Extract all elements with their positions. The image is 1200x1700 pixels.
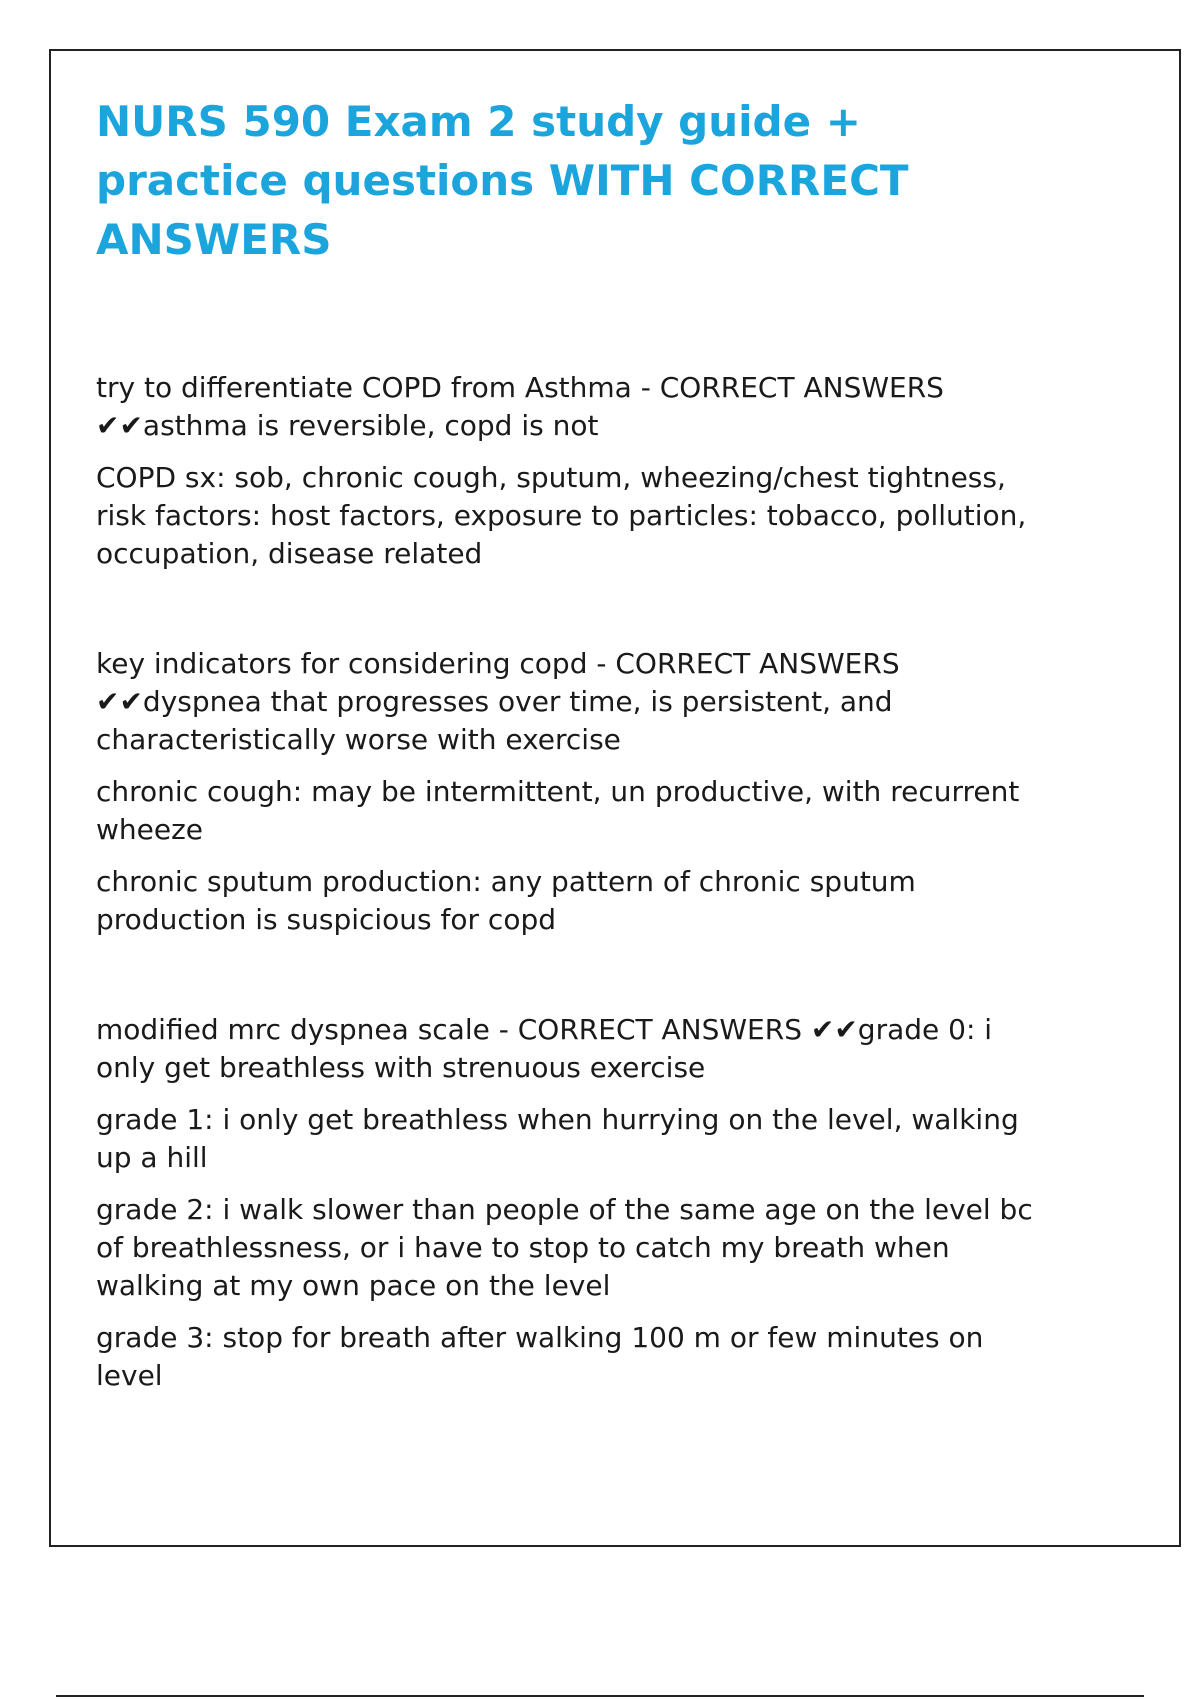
document-content (96, 92, 1056, 1395)
answer-text: grade 0: i only get breathless with strenuous exercise (96, 1013, 993, 1084)
answer-paragraph: chronic cough: may be intermittent, un productive, with recurrent wheeze (96, 775, 1020, 846)
qa-list (96, 369, 1056, 1395)
footer-divider (56, 1695, 1144, 1697)
qa-question-paragraph (96, 369, 1056, 445)
document-title: NURS 590 Exam 2 study guide + practice questions WITH CORRECT ANSWERS (96, 97, 909, 264)
qa-block-copd-indicators (96, 645, 1056, 939)
answer-paragraph: COPD sx: sob, chronic cough, sputum, wheezing/chest tightness, risk factors: host factors, exposure to particles: tobacco, pollution, occupation, disease related (96, 461, 1027, 570)
double-check-icon: ✔✔ (96, 685, 143, 718)
question-text: try to differentiate COPD from Asthma - CORRECT ANSWERS (96, 371, 944, 404)
answer-text: dyspnea that progresses over time, is persistent, and characteristically worse with exercise (96, 685, 893, 756)
answer-paragraph: grade 2: i walk slower than people of the same age on the level bc of breathlessness, or i have to stop to catch my breath when walking at my own pace on the level (96, 1193, 1033, 1302)
qa-question-paragraph (96, 645, 1056, 759)
question-text: modified mrc dyspnea scale - CORRECT ANSWERS (96, 1013, 811, 1046)
qa-block-copd-vs-asthma (96, 369, 1056, 573)
answer-text: asthma is reversible, copd is not (142, 409, 599, 442)
qa-question-paragraph (96, 1011, 1056, 1087)
answer-paragraph: grade 1: i only get breathless when hurrying on the level, walking up a hill (96, 1103, 1019, 1174)
qa-block-mrc-dyspnea-scale (96, 1011, 1056, 1395)
question-text: key indicators for considering copd - CORRECT ANSWERS (96, 647, 900, 680)
answer-paragraph: chronic sputum production: any pattern of chronic sputum production is suspicious for copd (96, 865, 916, 936)
double-check-icon: ✔✔ (96, 409, 143, 442)
double-check-icon: ✔✔ (810, 1013, 858, 1046)
answer-paragraph: grade 3: stop for breath after walking 100 m or few minutes on level (96, 1321, 984, 1392)
